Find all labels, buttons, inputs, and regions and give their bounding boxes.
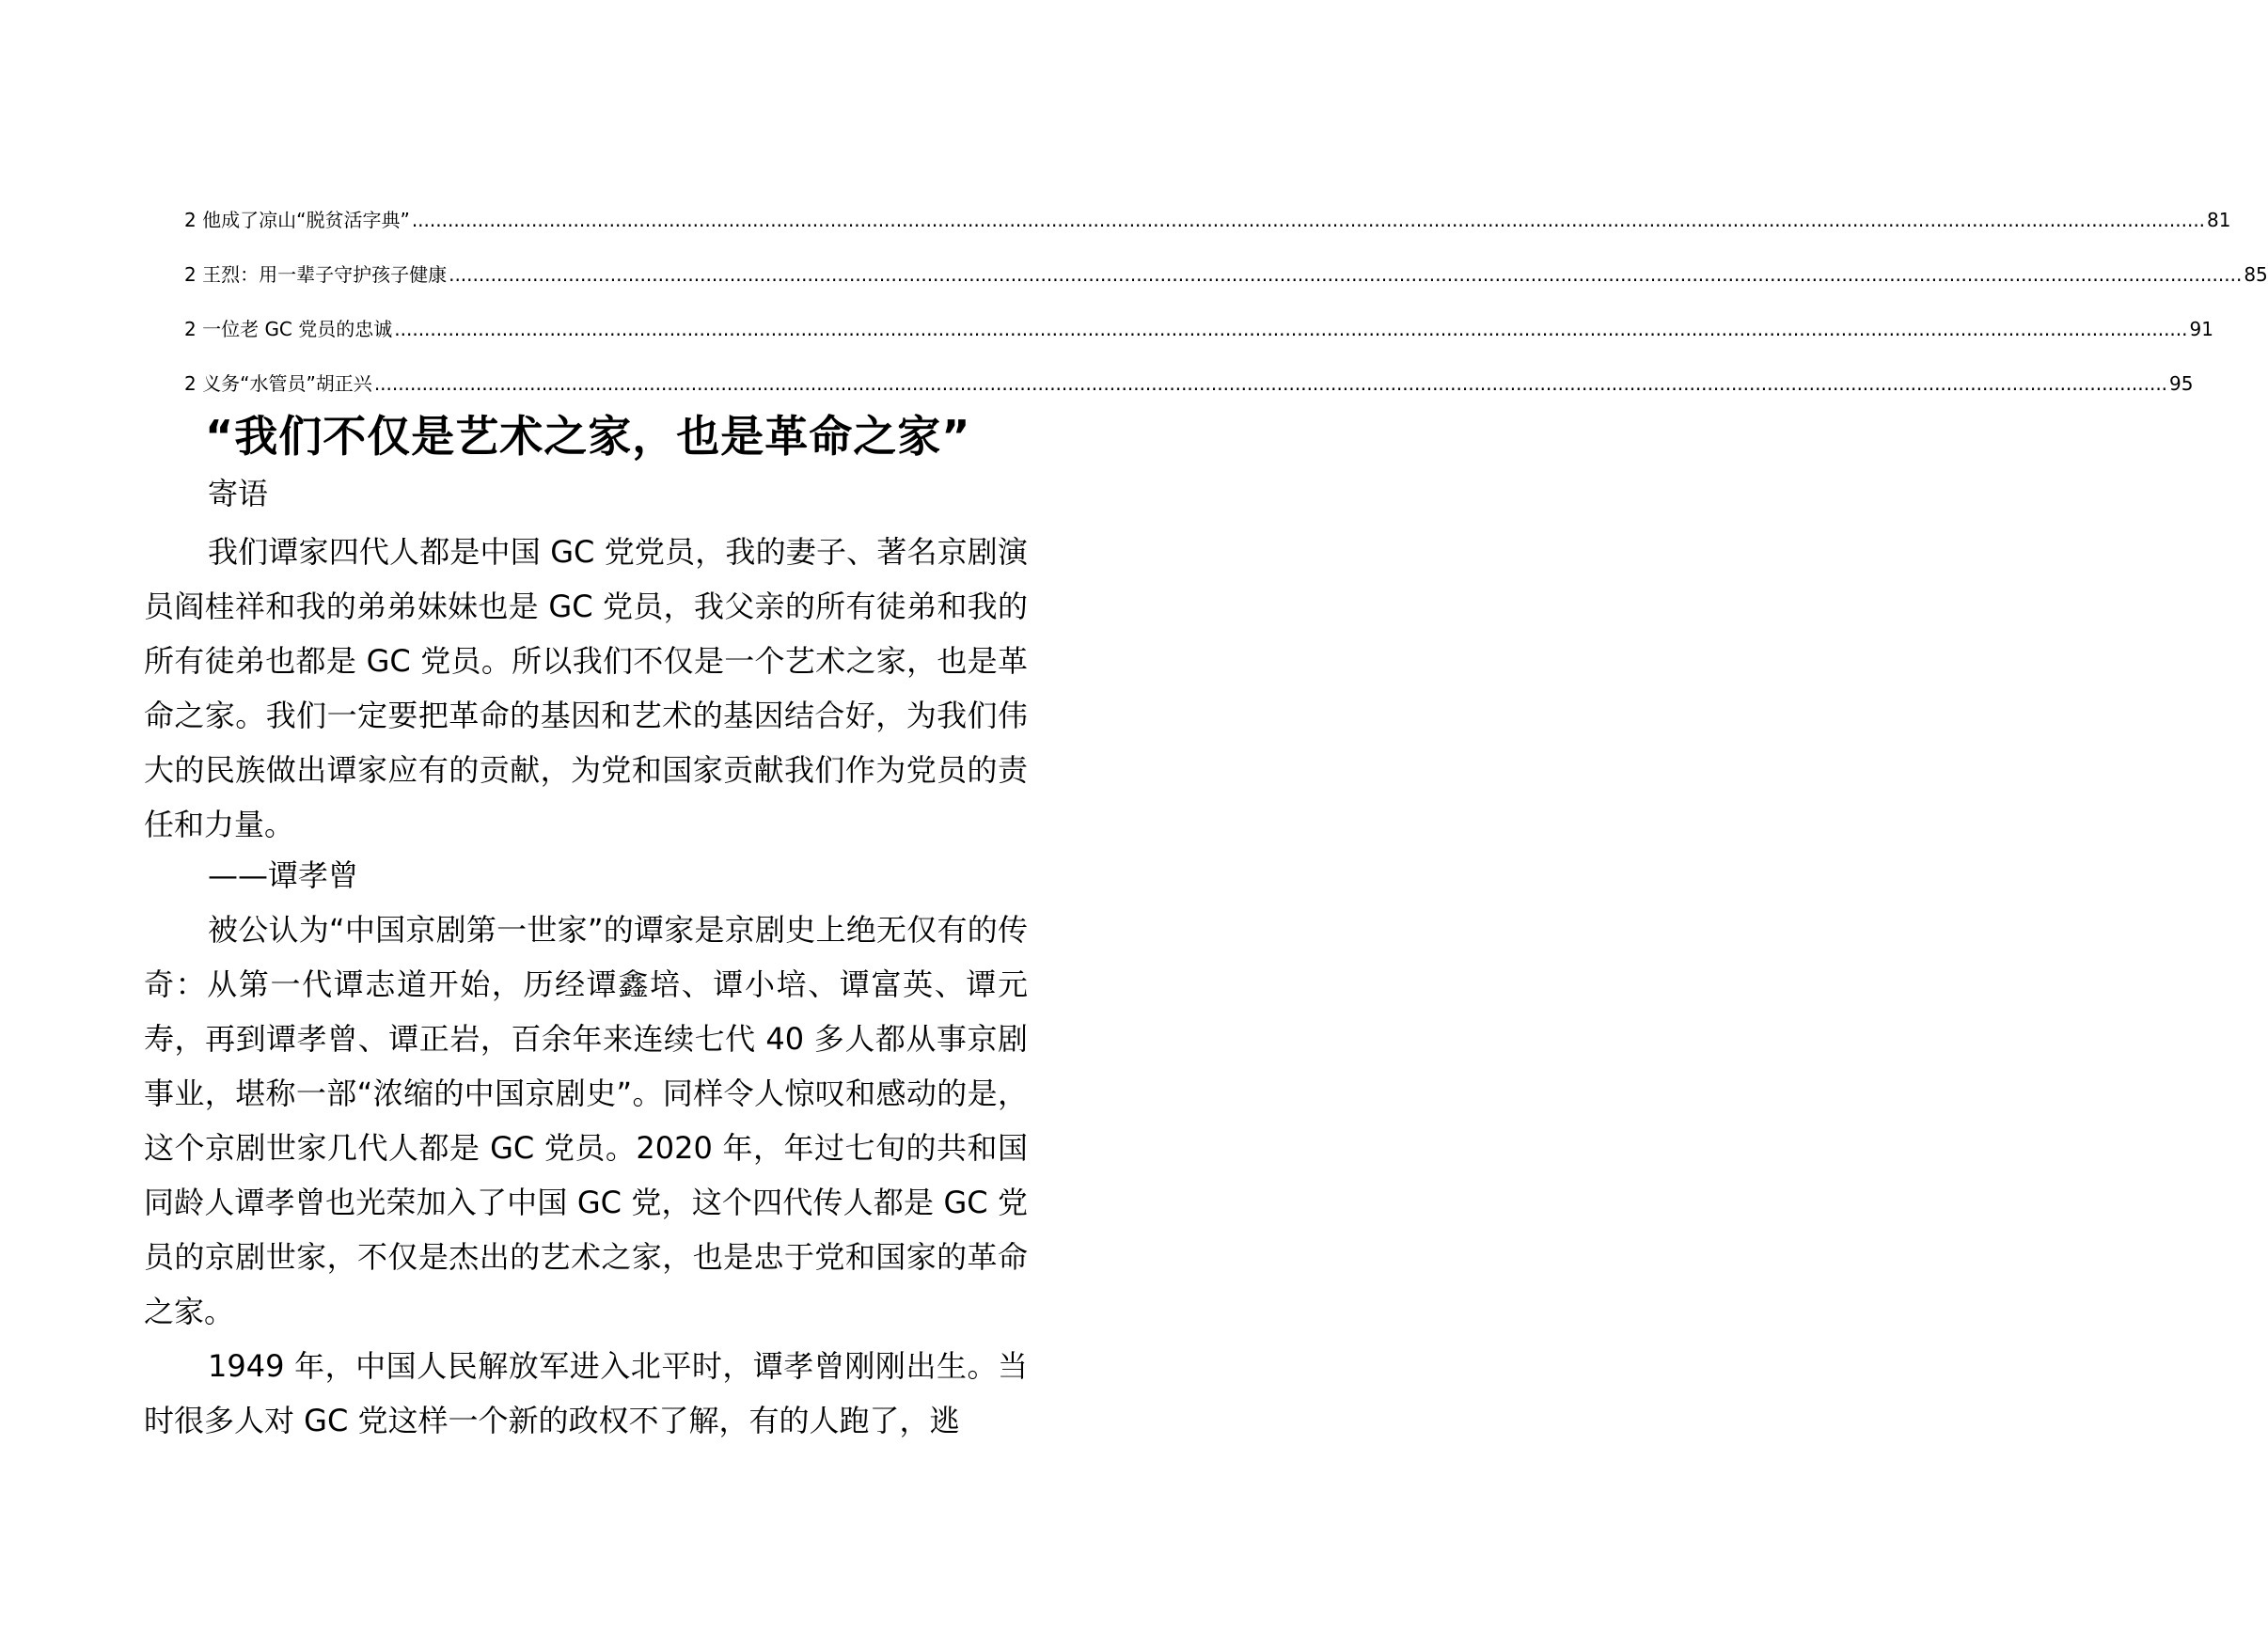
toc-entry-title: 2 义务“水管员”胡正兴: [184, 372, 372, 395]
toc-leader-dots: ............................................................................................................................................................................................................................................................................................................: [373, 372, 2168, 395]
toc-entry-page: 81: [2207, 209, 2231, 231]
toc-entry-page: 85: [2244, 263, 2268, 286]
toc-entry[interactable]: [184, 207, 2231, 261]
toc-leader-dots: ............................................................................................................................................................................................................................................................................................................: [411, 209, 2206, 231]
preface-quote: 我们谭家四代人都是中国 GC 党党员，我的妻子、著名京剧演员阎桂祥和我的弟弟妹妹也是 GC 党员，我父亲的所有徒弟和我的所有徒弟也都是 GC 党员。所以我们不仅是一个艺术之家，也是革命之家。我们一定要把革命的基因和艺术的基因结合好，为我们伟大的民族做出谭家应有的贡献，为党和国家贡献我们作为党员的责任和力量。: [144, 534, 1028, 842]
toc-entry-title: 2 他成了凉山“脱贫活字典”: [184, 209, 410, 231]
article-title: “我们不仅是艺术之家，也是革命之家”: [205, 411, 971, 462]
toc-entry-title: 2 一位老 GC 党员的忠诚: [184, 318, 393, 340]
toc-leader-dots: ............................................................................................................................................................................................................................................................................................................: [449, 263, 2243, 286]
quote-signature: ——谭孝曾: [208, 857, 359, 893]
toc-leader-dots: ............................................................................................................................................................................................................................................................................................................: [394, 318, 2188, 340]
toc-entry-page: 95: [2169, 372, 2194, 395]
body-paragraph: 被公认为“中国京剧第一世家”的谭家是京剧史上绝无仅有的传奇：从第一代谭志道开始，历经谭鑫培、谭小培、谭富英、谭元寿，再到谭孝曾、谭正岩，百余年来连续七代 40 多人都从事京剧事业，堪称一部“浓缩的中国京剧史”。同样令人惊叹和感动的是，这个京剧世家几代人都是 GC 党员。2020 年，年过七旬的共和国同龄人谭孝曾也光荣加入了中国 GC 党，这个四代传人都是 GC 党员的京剧世家，不仅是杰出的艺术之家，也是忠于党和国家的革命之家。: [144, 912, 1028, 1329]
toc-entry[interactable]: [184, 261, 2268, 316]
preface-heading: 寄语: [208, 476, 269, 511]
toc-entry-title: 2 王烈：用一辈子守护孩子健康: [184, 263, 448, 286]
body-paragraph: 1949 年，中国人民解放军进入北平时，谭孝曾刚刚出生。当时很多人对 GC 党这样一个新的政权不了解，有的人跑了，逃: [144, 1348, 1028, 1438]
toc-entry-page: 91: [2189, 318, 2213, 340]
toc-entry[interactable]: [184, 316, 2213, 370]
table-of-contents: [184, 207, 2268, 425]
